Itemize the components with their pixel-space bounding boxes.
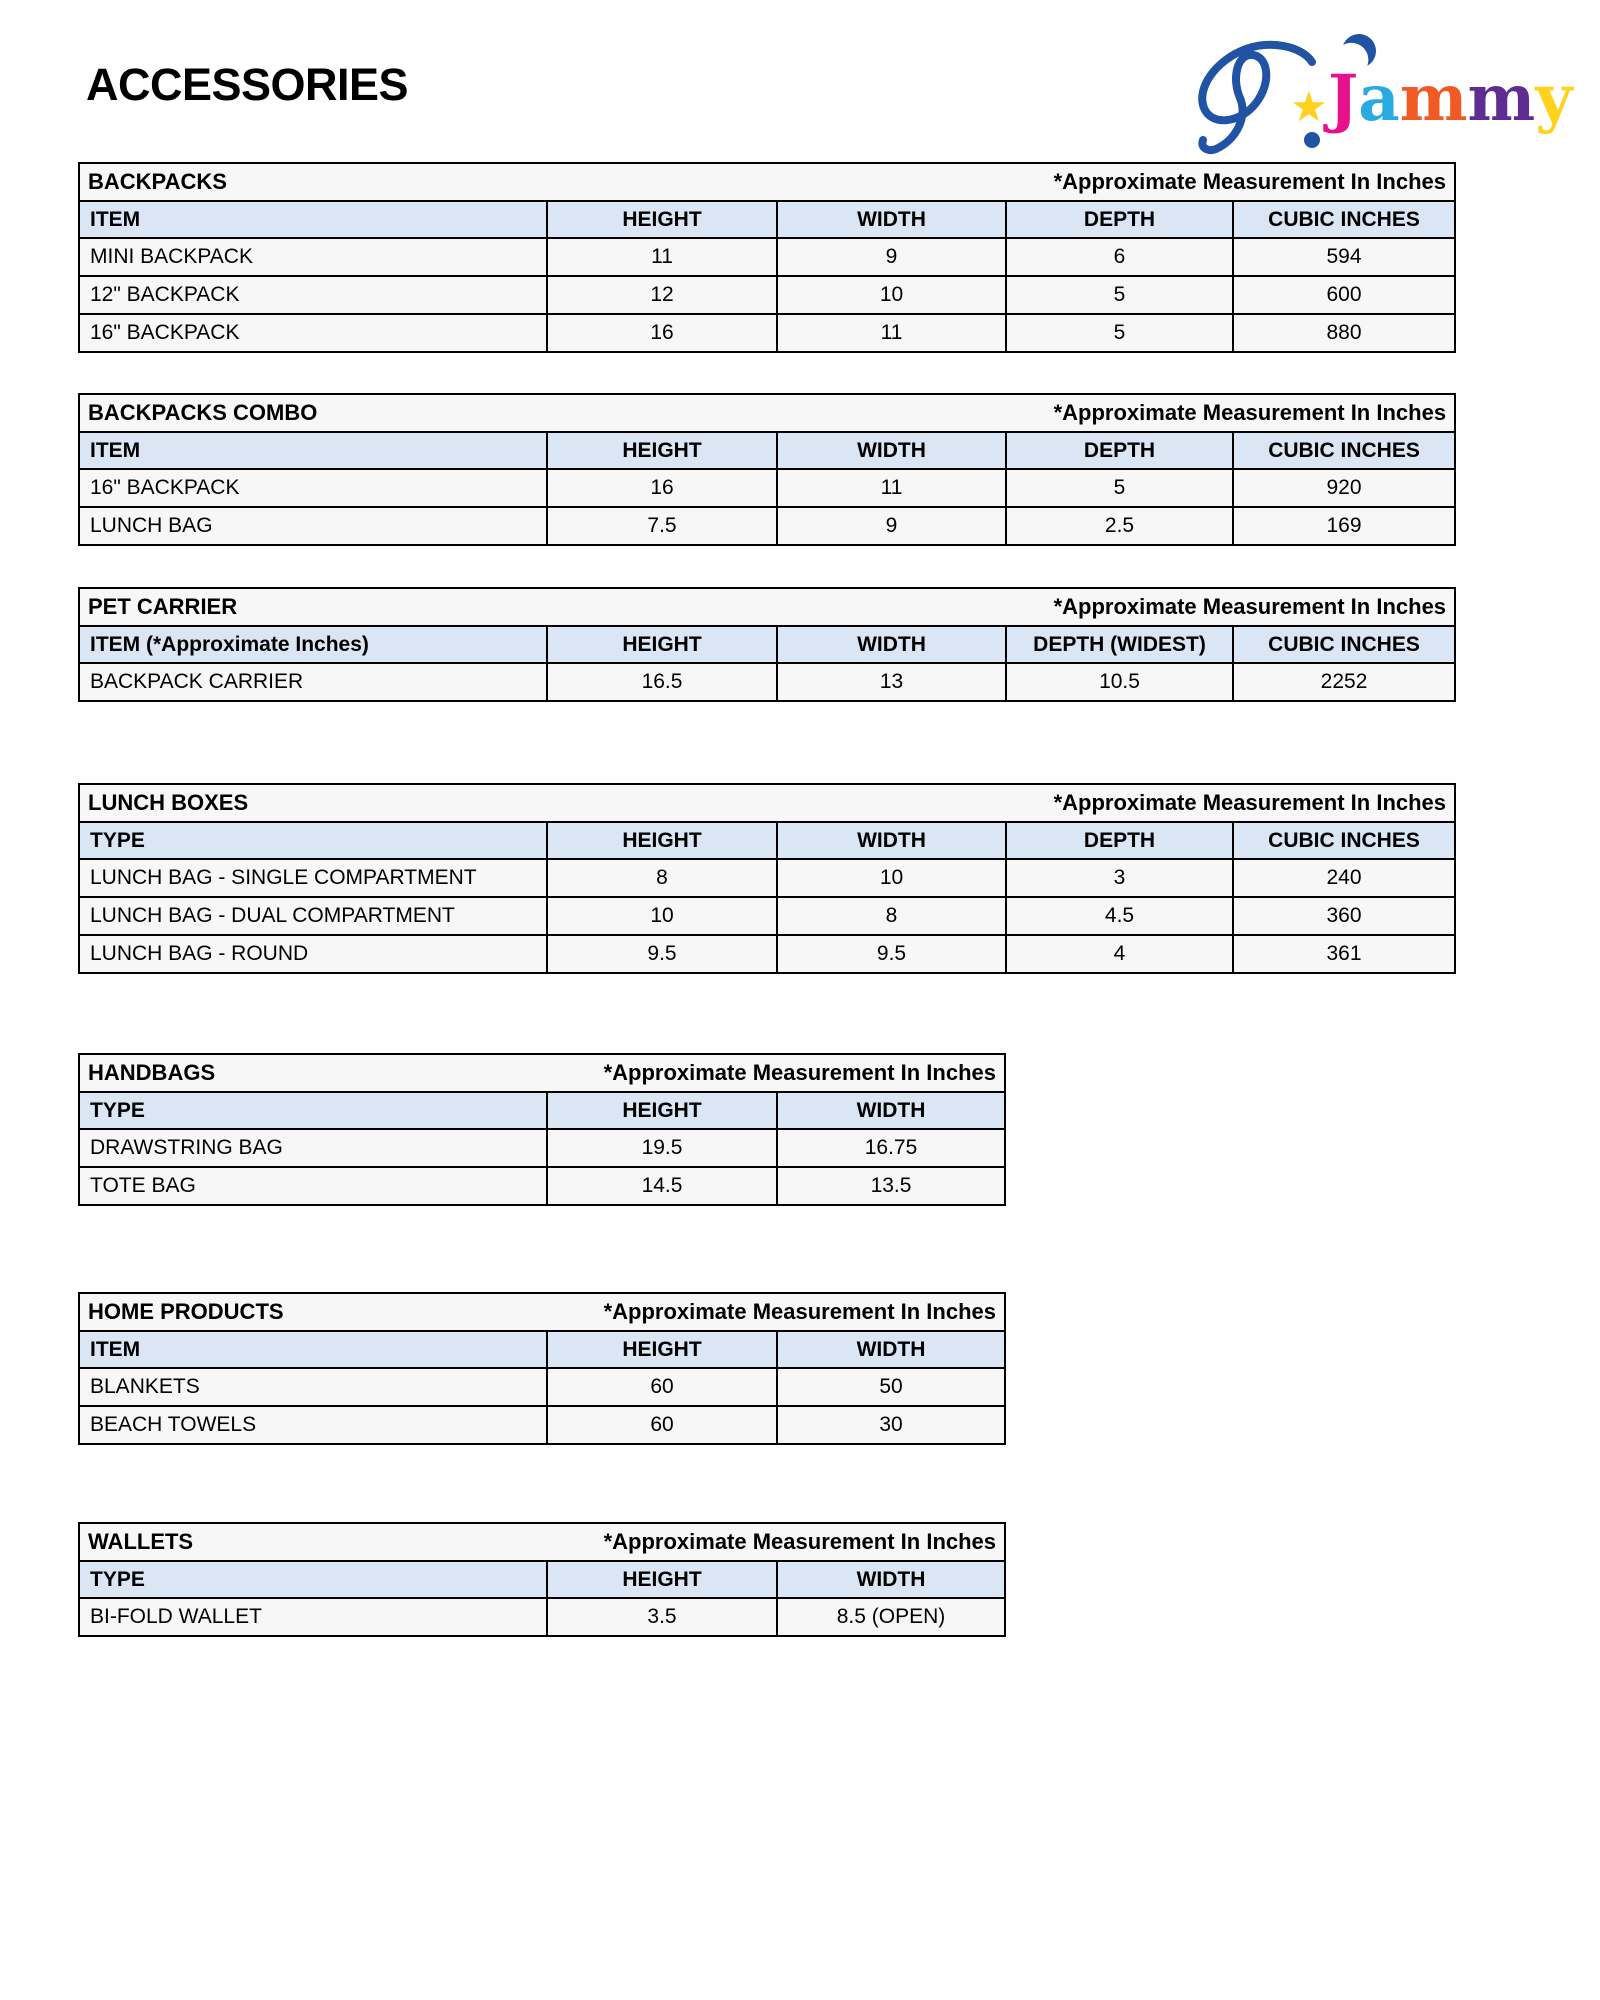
table-title-cell — [79, 1293, 1005, 1331]
measurement-cell: 12 — [547, 276, 777, 314]
measurement-cell: 9 — [777, 238, 1006, 276]
column-header: DEPTH — [1006, 201, 1233, 238]
table-header-row — [79, 822, 1455, 859]
logo-letter: a — [1358, 61, 1400, 136]
logo-letter: J — [1328, 61, 1359, 136]
table-section-title: LUNCH BOXES — [88, 790, 249, 815]
item-name-cell: MINI BACKPACK — [79, 238, 547, 276]
measurement-cell: 11 — [777, 314, 1006, 352]
table-row — [79, 1406, 1005, 1444]
measurement-cell: 361 — [1233, 935, 1455, 973]
item-name-cell: 16" BACKPACK — [79, 314, 547, 352]
column-header: ITEM (*Approximate Inches) — [79, 626, 547, 663]
measurement-note: *Approximate Measurement In Inches — [1053, 594, 1447, 619]
measurement-cell: 4.5 — [1006, 897, 1233, 935]
column-header: HEIGHT — [547, 1092, 777, 1129]
measurement-cell: 10 — [777, 276, 1006, 314]
column-header: TYPE — [79, 1092, 547, 1129]
item-name-cell: LUNCH BAG - SINGLE COMPARTMENT — [79, 859, 547, 897]
page-title: ACCESSORIES — [86, 59, 409, 110]
item-name-cell: BLANKETS — [79, 1368, 547, 1406]
table-row — [79, 1129, 1005, 1167]
measurement-cell: 240 — [1233, 859, 1455, 897]
measurement-cell: 14.5 — [547, 1167, 777, 1205]
logo-letter: m — [1467, 61, 1536, 136]
column-header: CUBIC INCHES — [1233, 201, 1455, 238]
table-header-row — [79, 201, 1455, 238]
measurement-table — [78, 587, 1456, 702]
table-header-row — [79, 432, 1455, 469]
column-header: HEIGHT — [547, 432, 777, 469]
measurement-cell: 594 — [1233, 238, 1455, 276]
column-header: CUBIC INCHES — [1233, 822, 1455, 859]
measurement-cell: 9.5 — [547, 935, 777, 973]
table-row — [79, 314, 1455, 352]
column-header: ITEM — [79, 1331, 547, 1368]
measurement-cell: 11 — [777, 469, 1006, 507]
table-title-row — [79, 394, 1455, 432]
measurement-cell: 13 — [777, 663, 1006, 701]
table-section-title: WALLETS — [88, 1529, 194, 1554]
column-header: HEIGHT — [547, 1331, 777, 1368]
measurement-cell: 9.5 — [777, 935, 1006, 973]
measurement-cell: 2.5 — [1006, 507, 1233, 545]
item-name-cell: 12" BACKPACK — [79, 276, 547, 314]
column-header: DEPTH (WIDEST) — [1006, 626, 1233, 663]
column-header: WIDTH — [777, 1561, 1005, 1598]
measurement-table — [78, 1522, 1006, 1637]
measurement-cell: 16.75 — [777, 1129, 1005, 1167]
table-section-title: BACKPACKS COMBO — [88, 400, 318, 425]
column-header: WIDTH — [777, 626, 1006, 663]
column-header: CUBIC INCHES — [1233, 626, 1455, 663]
measurement-cell: 60 — [547, 1406, 777, 1444]
table-header-row — [79, 1331, 1005, 1368]
column-header: HEIGHT — [547, 201, 777, 238]
column-header: TYPE — [79, 1561, 547, 1598]
table-title-cell — [79, 1523, 1005, 1561]
measurement-cell: 10 — [547, 897, 777, 935]
measurement-cell: 16 — [547, 469, 777, 507]
table-row — [79, 859, 1455, 897]
table-section-title: BACKPACKS — [88, 169, 227, 194]
column-header: WIDTH — [777, 1092, 1005, 1129]
table-row — [79, 1368, 1005, 1406]
column-header: HEIGHT — [547, 822, 777, 859]
table-title-cell — [79, 394, 1455, 432]
table-row — [79, 1598, 1005, 1636]
measurement-cell: 360 — [1233, 897, 1455, 935]
measurement-cell: 7.5 — [547, 507, 777, 545]
measurement-cell: 6 — [1006, 238, 1233, 276]
item-name-cell: BACKPACK CARRIER — [79, 663, 547, 701]
measurement-table — [78, 393, 1456, 546]
column-header: CUBIC INCHES — [1233, 432, 1455, 469]
item-name-cell: 16" BACKPACK — [79, 469, 547, 507]
table-handbags — [78, 1053, 1004, 1206]
table-title-row — [79, 588, 1455, 626]
table-row — [79, 897, 1455, 935]
measurement-cell: 5 — [1006, 276, 1233, 314]
measurement-note: *Approximate Measurement In Inches — [603, 1060, 997, 1085]
measurement-cell: 19.5 — [547, 1129, 777, 1167]
measurement-table — [78, 162, 1456, 353]
table-header-row — [79, 1092, 1005, 1129]
measurement-cell: 8 — [547, 859, 777, 897]
measurement-cell: 50 — [777, 1368, 1005, 1406]
measurement-cell: 5 — [1006, 314, 1233, 352]
column-header: WIDTH — [777, 432, 1006, 469]
item-name-cell: LUNCH BAG - DUAL COMPARTMENT — [79, 897, 547, 935]
column-header: TYPE — [79, 822, 547, 859]
measurement-cell: 8 — [777, 897, 1006, 935]
measurement-cell: 10 — [777, 859, 1006, 897]
item-name-cell: TOTE BAG — [79, 1167, 547, 1205]
column-header: WIDTH — [777, 822, 1006, 859]
measurement-cell: 30 — [777, 1406, 1005, 1444]
measurement-cell: 10.5 — [1006, 663, 1233, 701]
star-icon: ★ — [1290, 83, 1328, 130]
column-header: WIDTH — [777, 201, 1006, 238]
measurement-note: *Approximate Measurement In Inches — [1053, 400, 1447, 425]
measurement-cell: 880 — [1233, 314, 1455, 352]
column-header: WIDTH — [777, 1331, 1005, 1368]
table-title-row — [79, 784, 1455, 822]
logo-letter: y — [1535, 61, 1573, 136]
table-pet-carrier — [78, 587, 1454, 702]
table-row — [79, 935, 1455, 973]
table-title-row — [79, 1293, 1005, 1331]
column-header: ITEM — [79, 201, 547, 238]
table-title-cell — [79, 163, 1455, 201]
measurement-table — [78, 783, 1456, 974]
column-header: ITEM — [79, 432, 547, 469]
table-header-row — [79, 626, 1455, 663]
logo-letter: m — [1399, 61, 1468, 136]
table-title-cell — [79, 1054, 1005, 1092]
table-row — [79, 507, 1455, 545]
table-row — [79, 1167, 1005, 1205]
table-home-products — [78, 1292, 1004, 1445]
measurement-note: *Approximate Measurement In Inches — [1053, 169, 1447, 194]
pjammy-logo — [1190, 34, 1590, 159]
table-title-row — [79, 1054, 1005, 1092]
measurement-cell: 11 — [547, 238, 777, 276]
logo-wordmark — [1328, 44, 1572, 154]
table-section-title: HANDBAGS — [88, 1060, 216, 1085]
table-backpacks — [78, 162, 1454, 353]
table-row — [79, 663, 1455, 701]
item-name-cell: BEACH TOWELS — [79, 1406, 547, 1444]
item-name-cell: LUNCH BAG - ROUND — [79, 935, 547, 973]
measurement-cell: 169 — [1233, 507, 1455, 545]
measurement-note: *Approximate Measurement In Inches — [603, 1529, 997, 1554]
measurement-cell: 3.5 — [547, 1598, 777, 1636]
table-header-row — [79, 1561, 1005, 1598]
table-title-cell — [79, 588, 1455, 626]
table-title-row — [79, 1523, 1005, 1561]
measurement-table — [78, 1053, 1006, 1206]
table-row — [79, 469, 1455, 507]
item-name-cell: LUNCH BAG — [79, 507, 547, 545]
measurement-cell: 8.5 (OPEN) — [777, 1598, 1005, 1636]
measurement-cell: 16 — [547, 314, 777, 352]
column-header: DEPTH — [1006, 432, 1233, 469]
table-row — [79, 276, 1455, 314]
table-section-title: HOME PRODUCTS — [88, 1299, 284, 1324]
measurement-cell: 2252 — [1233, 663, 1455, 701]
table-row — [79, 238, 1455, 276]
item-name-cell: DRAWSTRING BAG — [79, 1129, 547, 1167]
measurement-note: *Approximate Measurement In Inches — [1053, 790, 1447, 815]
table-title-cell — [79, 784, 1455, 822]
column-header: DEPTH — [1006, 822, 1233, 859]
table-lunch-boxes — [78, 783, 1454, 974]
table-wallets — [78, 1522, 1004, 1637]
measurement-cell: 5 — [1006, 469, 1233, 507]
measurement-cell: 3 — [1006, 859, 1233, 897]
measurement-cell: 600 — [1233, 276, 1455, 314]
measurement-cell: 4 — [1006, 935, 1233, 973]
item-name-cell: BI-FOLD WALLET — [79, 1598, 547, 1636]
column-header: HEIGHT — [547, 626, 777, 663]
measurement-note: *Approximate Measurement In Inches — [603, 1299, 997, 1324]
table-section-title: PET CARRIER — [88, 594, 238, 619]
measurement-cell: 9 — [777, 507, 1006, 545]
table-title-row — [79, 163, 1455, 201]
column-header: HEIGHT — [547, 1561, 777, 1598]
measurement-cell: 60 — [547, 1368, 777, 1406]
measurement-cell: 920 — [1233, 469, 1455, 507]
measurement-cell: 16.5 — [547, 663, 777, 701]
measurement-cell: 13.5 — [777, 1167, 1005, 1205]
measurement-table — [78, 1292, 1006, 1445]
table-backpacks-combo — [78, 393, 1454, 546]
